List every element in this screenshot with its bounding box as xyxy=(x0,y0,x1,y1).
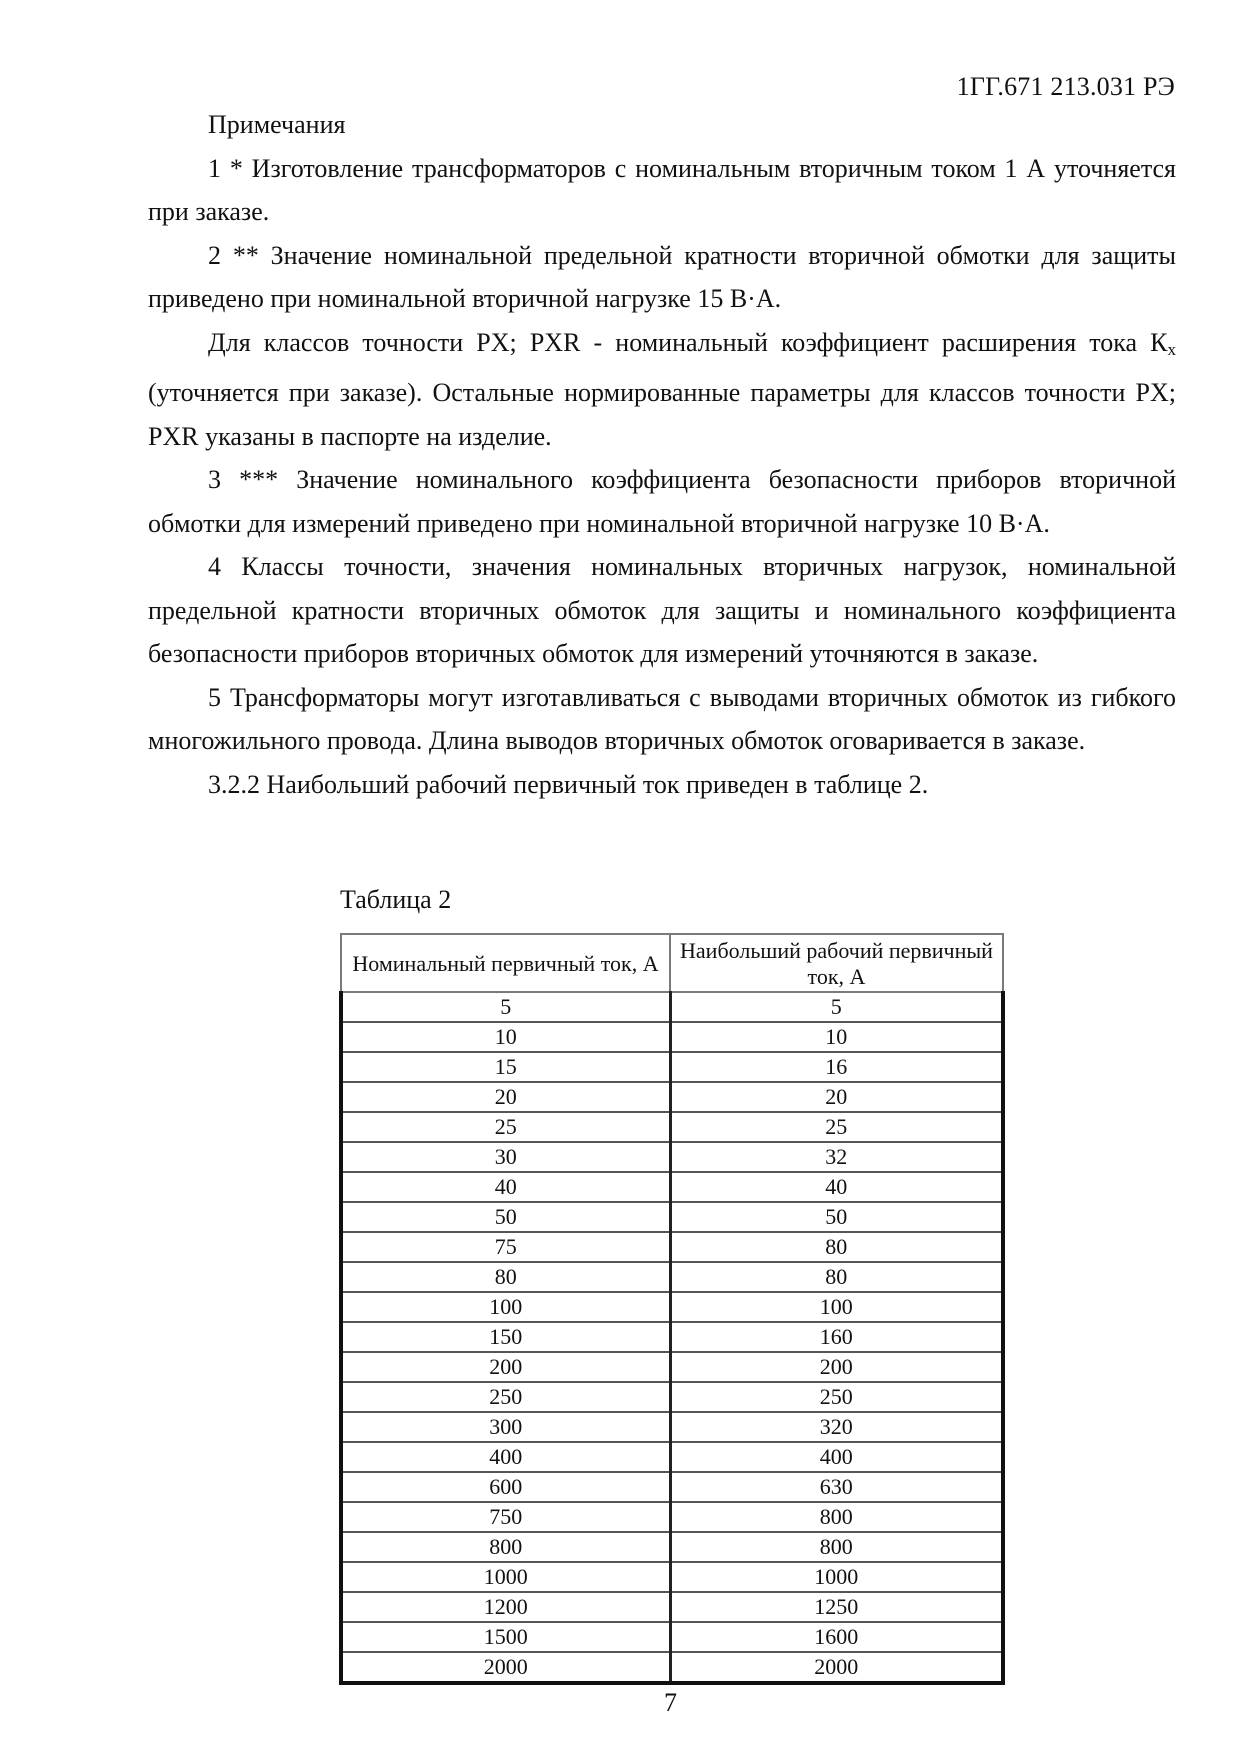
note-2-px-classes xyxy=(148,321,1176,459)
table-row xyxy=(341,1292,1003,1322)
cell-nominal-current: 1000 xyxy=(341,1562,670,1592)
notes-section xyxy=(148,103,1176,806)
header-max-working-current: Наибольший рабочий первичный ток, А xyxy=(670,934,1003,992)
table-row xyxy=(341,1022,1003,1052)
cell-nominal-current: 75 xyxy=(341,1232,670,1262)
note-5: 5 Трансформаторы могут изготавливаться с выводами вторичных обмоток из гибкого многожильного провода. Длина выводов вторичных обмоток оговаривается в заказе. xyxy=(148,682,1176,755)
table-row xyxy=(341,1202,1003,1232)
table-row xyxy=(341,1172,1003,1202)
cell-max-working-current: 800 xyxy=(670,1502,1003,1532)
table-row xyxy=(341,1532,1003,1562)
cell-nominal-current: 20 xyxy=(341,1082,670,1112)
table-header-row xyxy=(341,934,1003,992)
table-row xyxy=(341,1352,1003,1382)
table-row xyxy=(341,1592,1003,1622)
current-table xyxy=(339,933,1005,1685)
cell-max-working-current: 630 xyxy=(670,1472,1003,1502)
section-3-2-2: 3.2.2 Наибольший рабочий первичный ток приведен в таблице 2. xyxy=(208,769,929,799)
cell-max-working-current: 250 xyxy=(670,1382,1003,1412)
cell-nominal-current: 25 xyxy=(341,1112,670,1142)
cell-nominal-current: 600 xyxy=(341,1472,670,1502)
table-row xyxy=(341,1052,1003,1082)
cell-nominal-current: 15 xyxy=(341,1052,670,1082)
cell-max-working-current: 1600 xyxy=(670,1622,1003,1652)
cell-max-working-current: 160 xyxy=(670,1322,1003,1352)
note-3: 3 *** Значение номинального коэффициента безопасности приборов вторичной обмотки для измерений приведено при номинальной вторичной нагрузке 10 В·А. xyxy=(148,465,1176,538)
table-row xyxy=(341,1562,1003,1592)
cell-max-working-current: 5 xyxy=(670,992,1003,1022)
cell-max-working-current: 16 xyxy=(670,1052,1003,1082)
cell-max-working-current: 80 xyxy=(670,1232,1003,1262)
cell-max-working-current: 1250 xyxy=(670,1592,1003,1622)
note-4: 4 Классы точности, значения номинальных вторичных нагрузок, номинальной предельной кратности вторичных обмоток для защиты и номинального коэффициента безопасности приборов вторичных обмоток для измерений уточняются в заказе. xyxy=(148,552,1176,668)
cell-nominal-current: 400 xyxy=(341,1442,670,1472)
cell-nominal-current: 40 xyxy=(341,1172,670,1202)
cell-max-working-current: 40 xyxy=(670,1172,1003,1202)
cell-nominal-current: 80 xyxy=(341,1262,670,1292)
cell-max-working-current: 80 xyxy=(670,1262,1003,1292)
table-row xyxy=(341,1622,1003,1652)
table-caption: Таблица 2 xyxy=(340,885,452,914)
table-row xyxy=(341,1382,1003,1412)
cell-max-working-current: 800 xyxy=(670,1532,1003,1562)
document-code: 1ГГ.671 213.031 РЭ xyxy=(956,72,1175,101)
table-body xyxy=(341,992,1003,1683)
cell-nominal-current: 50 xyxy=(341,1202,670,1232)
table-row xyxy=(341,1412,1003,1442)
cell-nominal-current: 2000 xyxy=(341,1652,670,1683)
cell-max-working-current: 25 xyxy=(670,1112,1003,1142)
cell-nominal-current: 250 xyxy=(341,1382,670,1412)
page-number: 7 xyxy=(664,1688,677,1717)
cell-nominal-current: 5 xyxy=(341,992,670,1022)
cell-nominal-current: 10 xyxy=(341,1022,670,1052)
cell-max-working-current: 320 xyxy=(670,1412,1003,1442)
table-row xyxy=(341,1262,1003,1292)
cell-nominal-current: 200 xyxy=(341,1352,670,1382)
note-1: 1 * Изготовление трансформаторов с номинальным вторичным током 1 А уточняется при заказе. xyxy=(148,153,1176,226)
cell-max-working-current: 10 xyxy=(670,1022,1003,1052)
note-2: 2 ** Значение номинальной предельной кратности вторичной обмотки для защиты приведено при номинальной вторичной нагрузке 15 В·А. xyxy=(148,240,1176,313)
table-row xyxy=(341,1142,1003,1172)
table-row xyxy=(341,1232,1003,1262)
notes-title: Примечания xyxy=(208,110,346,139)
table-row xyxy=(341,1112,1003,1142)
cell-max-working-current: 2000 xyxy=(670,1652,1003,1683)
px-text-before: Для классов точности PX; PXR - номинальный коэффициент расширения тока К xyxy=(208,327,1168,357)
cell-max-working-current: 32 xyxy=(670,1142,1003,1172)
cell-max-working-current: 20 xyxy=(670,1082,1003,1112)
cell-nominal-current: 800 xyxy=(341,1532,670,1562)
table-row xyxy=(341,1502,1003,1532)
cell-nominal-current: 150 xyxy=(341,1322,670,1352)
table-row xyxy=(341,1442,1003,1472)
cell-nominal-current: 1500 xyxy=(341,1622,670,1652)
cell-max-working-current: 1000 xyxy=(670,1562,1003,1592)
cell-nominal-current: 750 xyxy=(341,1502,670,1532)
table-row xyxy=(341,1082,1003,1112)
cell-nominal-current: 30 xyxy=(341,1142,670,1172)
cell-max-working-current: 100 xyxy=(670,1292,1003,1322)
cell-nominal-current: 1200 xyxy=(341,1592,670,1622)
cell-nominal-current: 300 xyxy=(341,1412,670,1442)
table-row xyxy=(341,1472,1003,1502)
table-row xyxy=(341,992,1003,1022)
header-nominal-current: Номинальный первичный ток, А xyxy=(341,934,670,992)
cell-max-working-current: 400 xyxy=(670,1442,1003,1472)
cell-max-working-current: 200 xyxy=(670,1352,1003,1382)
table-row xyxy=(341,1322,1003,1352)
cell-max-working-current: 50 xyxy=(670,1202,1003,1232)
table-row xyxy=(341,1652,1003,1683)
px-text-after: (уточняется при заказе). Остальные нормированные параметры для классов точности PX; PXR указаны в паспорте на изделие. xyxy=(148,378,1176,451)
kx-subscript: х xyxy=(1167,339,1176,359)
cell-nominal-current: 100 xyxy=(341,1292,670,1322)
